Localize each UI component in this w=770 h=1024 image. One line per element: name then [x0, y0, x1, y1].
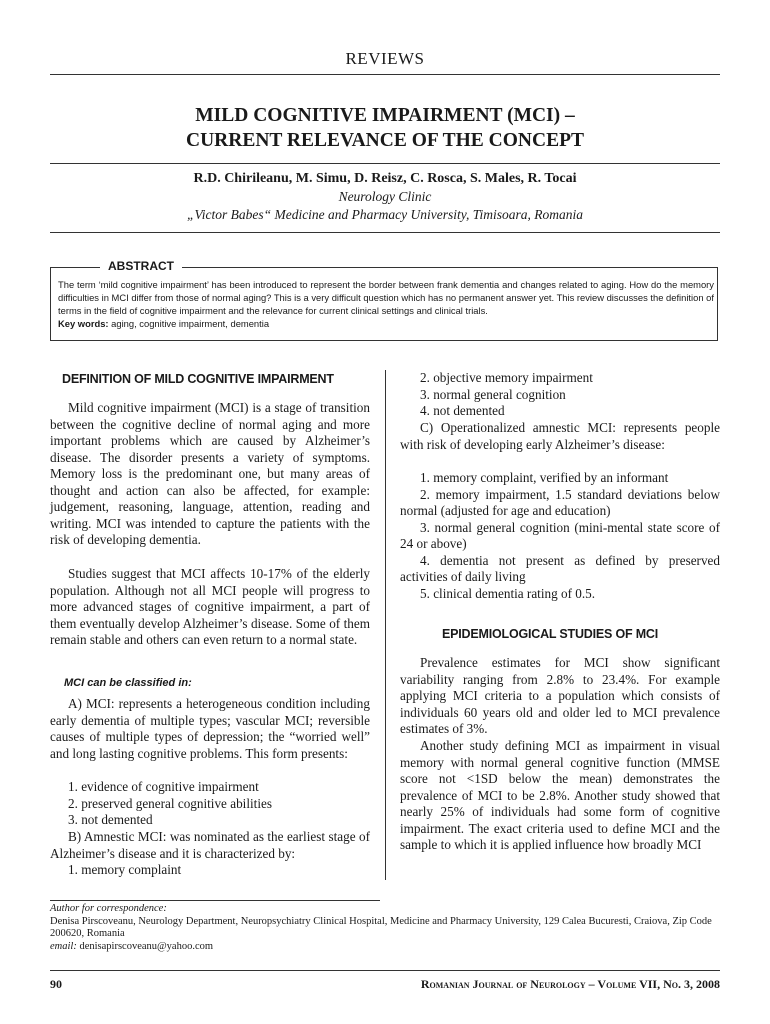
list-item: 2. memory impairment, 1.5 standard deviations below normal (adjusted for age and education) [400, 486, 720, 518]
header-rule [50, 74, 720, 75]
list-item: 4. not demented [420, 403, 505, 418]
email-label: email: [50, 940, 77, 952]
paragraph-prevalence: Studies suggest that MCI affects 10-17% of the elderly population. Although not all MCI people will progress to more advanced stages of cognitive impairment, a part of them eventually develop Alzheimer’s disease. Some of them remain stable and others can even return to a normal state. [50, 566, 370, 647]
list-type-a [68, 779, 368, 829]
footnote-address: Denisa Pirscoveanu, Neurology Department, Neuropsychiatry Clinical Hospital, Medicine and Pharmacy University, 129 Calea Bucuresti, Craiova, Zip Code 200620, Romania [50, 915, 712, 939]
subheading-classification: MCI can be classified in: [64, 677, 192, 689]
title-rule [50, 163, 720, 164]
author-list: R.D. Chirileanu, M. Simu, D. Reisz, C. Rosca, S. Males, R. Tocai [193, 171, 577, 186]
abstract-text [58, 278, 714, 330]
list-item: 3. normal general cognition [420, 386, 566, 402]
list-item: 1. memory complaint, verified by an informant [420, 470, 669, 485]
article-title [0, 103, 770, 153]
list-item: 2. preserved general cognitive abilities [68, 795, 272, 811]
section-heading-definition: DEFINITION OF MILD COGNITIVE IMPAIRMENT [62, 372, 334, 386]
paragraph-another-study: Another study defining MCI as impairment in visual memory with normal general cognitive function (MMSE score not <1SD below the mean) demonstrates the prevalence of MCI to be 2.8%. Another study showed that nearly 25% of individuals had some form of cognitive impairment. The exact criteria used to define MCI and the sample to which it is applied influence how broadly MCI [400, 738, 720, 852]
title-line-1: MILD COGNITIVE IMPAIRMENT (MCI) – [195, 105, 575, 126]
keywords: aging, cognitive impairment, dementia [111, 318, 270, 329]
paragraph-mci-type-c: C) Operationalized amnestic MCI: represents people with risk of developing early Alzheimer’s disease: [400, 420, 720, 452]
keywords-label: Key words: [58, 318, 109, 329]
list-item: 1. evidence of cognitive impairment [68, 779, 259, 794]
list-type-c [400, 470, 720, 602]
paragraph-definition: Mild cognitive impairment (MCI) is a stage of transition between the cognitive decline of normal aging and more important problems which are caused by Alzheimer’s disease. The disorder presents a variety of symptoms. Memory loss is the predominant one, but many areas of thought and action can also be affected, for example: judgement, reasoning, language, attention, reading and writing. MCI was intended to capture the patients with the risk of developing dementia. [50, 400, 370, 547]
footnote-rule [50, 900, 380, 901]
journal-citation: Romanian Journal of Neurology – Volume VII, No. 3, 2008 [420, 977, 720, 991]
list-item: 3. normal general cognition (mini-mental state score of 24 or above) [400, 519, 720, 551]
column-divider [385, 370, 386, 880]
abstract-heading: ABSTRACT [100, 259, 182, 273]
title-line-2: CURRENT RELEVANCE OF THE CONCEPT [185, 130, 585, 151]
paragraph-prevalence-estimates: Prevalence estimates for MCI show significant variability ranging from 2.8% to 23.4%. For example applying MCI criteria to a population which consists of individuals 60 years old and older led to MCI prevalence estimates of 3%. [400, 655, 720, 736]
list-item: 2. objective memory impairment [420, 370, 593, 385]
correspondence-footnote [50, 903, 720, 953]
section-label: REVIEWS [345, 49, 425, 68]
affiliation-university: „Victor Babes“ Medicine and Pharmacy University, Timisoara, Romania [186, 207, 584, 222]
footnote-label: Author for correspondence: [50, 903, 167, 914]
list-item: 3. not demented [68, 812, 153, 827]
paragraph-mci-type-b: B) Amnestic MCI: was nominated as the earliest stage of Alzheimer’s disease and it is characterized by: [50, 829, 370, 861]
list-item: 4. dementia not present as defined by preserved activities of daily living [400, 552, 720, 584]
paragraph-mci-type-a: A) MCI: represents a heterogeneous condition including early dementia of multiple types; vascular MCI; reversible causes of multiple types of depression; the “worried well” and long lasting cognitive problems. This form presents: [50, 696, 370, 761]
affiliation-clinic: Neurology Clinic [338, 189, 432, 204]
abstract-body: The term ‘mild cognitive impairment’ has been introduced to represent the border between frank dementia and changes related to aging. How do the memory difficulties in MCI differ from those of normal aging? This is a very difficult question which has no permanent answer yet. This review discusses the definition of terms in the field of cognitive impairment and the relevance for current clinical settings and clinical trials. [58, 279, 714, 316]
section-heading-epidemiology: EPIDEMIOLOGICAL STUDIES OF MCI [442, 627, 659, 641]
affiliation-rule [50, 232, 720, 233]
list-item: 1. memory complaint [68, 862, 182, 877]
footer-rule [50, 970, 720, 971]
email-address[interactable]: denisapirscoveanu@yahoo.com [79, 940, 214, 952]
page-number: 90 [50, 977, 62, 991]
list-type-b-continued [420, 370, 720, 420]
list-item: 5. clinical dementia rating of 0.5. [420, 585, 596, 601]
